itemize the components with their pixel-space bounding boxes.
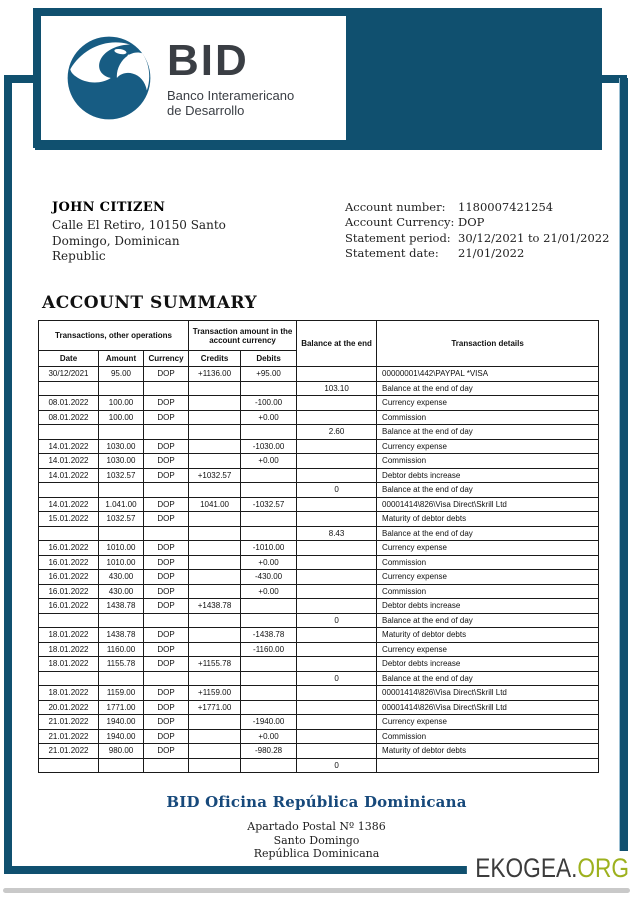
cell-date: 16.01.2022 (39, 584, 99, 599)
bottom-divider (3, 888, 630, 893)
customer-name: JOHN CITIZEN (52, 200, 166, 215)
cell-currency: DOP (144, 686, 189, 701)
cell-balance (297, 439, 377, 454)
cell-amount: 1010.00 (99, 555, 144, 570)
cell-details: Balance at the end of day (377, 483, 599, 498)
cell-credits (189, 758, 241, 773)
account-number-value: 1180007421254 (458, 200, 554, 214)
table-row (39, 468, 599, 483)
cell-currency (144, 613, 189, 628)
cell-date: 08.01.2022 (39, 396, 99, 411)
cell-balance (297, 541, 377, 556)
cell-amount: 95.00 (99, 367, 144, 382)
table-row (39, 497, 599, 512)
table-row (39, 628, 599, 643)
cell-amount: 1032.57 (99, 468, 144, 483)
cell-date (39, 483, 99, 498)
cell-balance (297, 686, 377, 701)
account-number-row (345, 200, 609, 215)
cell-details: Currency expense (377, 396, 599, 411)
cell-amount: 100.00 (99, 396, 144, 411)
frame-left-bar (4, 75, 12, 874)
cell-details: Debtor debts increase (377, 468, 599, 483)
cell-currency (144, 526, 189, 541)
cell-date (39, 613, 99, 628)
cell-amount (99, 671, 144, 686)
cell-currency: DOP (144, 584, 189, 599)
cell-amount: 1155.78 (99, 657, 144, 672)
table-row (39, 613, 599, 628)
cell-details: Commission (377, 410, 599, 425)
cell-debits (241, 468, 297, 483)
table-row (39, 671, 599, 686)
cell-currency: DOP (144, 454, 189, 469)
cell-date (39, 381, 99, 396)
ekogea-watermark (467, 851, 629, 885)
cell-amount: 1032.57 (99, 512, 144, 527)
cell-balance (297, 715, 377, 730)
cell-date: 21.01.2022 (39, 729, 99, 744)
cell-credits (189, 715, 241, 730)
bid-logo (33, 8, 354, 148)
cell-details: Maturity of debtor debts (377, 744, 599, 759)
cell-balance: 0 (297, 758, 377, 773)
cell-currency: DOP (144, 512, 189, 527)
header-details: Transaction details (377, 321, 599, 367)
cell-date (39, 758, 99, 773)
logo-subtitle: Banco Interamericano de Desarrollo (167, 87, 295, 118)
cell-details: 00001414\826\Visa Direct\Skrill Ltd (377, 686, 599, 701)
cell-credits (189, 512, 241, 527)
cell-credits (189, 483, 241, 498)
cell-details: Currency expense (377, 642, 599, 657)
cell-debits: +0.00 (241, 584, 297, 599)
cell-date (39, 526, 99, 541)
cell-credits: +1159.00 (189, 686, 241, 701)
cell-currency: DOP (144, 396, 189, 411)
cell-amount: 1030.00 (99, 454, 144, 469)
footer-address: Apartado Postal Nº 1386 Santo Domingo República Dominicana (247, 820, 386, 860)
cell-credits (189, 729, 241, 744)
cell-date: 21.01.2022 (39, 715, 99, 730)
header-debits: Debits (241, 351, 297, 367)
cell-date: 16.01.2022 (39, 541, 99, 556)
cell-amount: 430.00 (99, 570, 144, 585)
table-row (39, 758, 599, 773)
cell-balance (297, 599, 377, 614)
cell-balance (297, 555, 377, 570)
cell-date: 14.01.2022 (39, 454, 99, 469)
cell-amount: 430.00 (99, 584, 144, 599)
cell-debits (241, 512, 297, 527)
cell-amount (99, 758, 144, 773)
account-currency-row (345, 215, 609, 230)
cell-details: Commission (377, 729, 599, 744)
cell-credits (189, 396, 241, 411)
header-amount: Amount (99, 351, 144, 367)
table-row (39, 367, 599, 382)
cell-amount (99, 483, 144, 498)
cell-currency: DOP (144, 642, 189, 657)
cell-debits: +95.00 (241, 367, 297, 382)
header-transactions-group: Transactions, other operations (39, 321, 189, 351)
cell-credits (189, 744, 241, 759)
table-row (39, 700, 599, 715)
cell-date: 21.01.2022 (39, 744, 99, 759)
cell-currency: DOP (144, 715, 189, 730)
account-info (345, 200, 609, 261)
cell-credits: +1032.57 (189, 468, 241, 483)
watermark-text-dark: EKOGEA. (475, 853, 578, 883)
bid-globe-icon (65, 34, 153, 122)
cell-currency: DOP (144, 729, 189, 744)
cell-debits (241, 686, 297, 701)
cell-currency: DOP (144, 657, 189, 672)
cell-balance (297, 642, 377, 657)
account-currency-value: DOP (458, 215, 485, 230)
table-row (39, 744, 599, 759)
cell-balance (297, 628, 377, 643)
frame-right-bar (619, 78, 628, 874)
table-row (39, 729, 599, 744)
customer-block (52, 200, 282, 265)
cell-details: Balance at the end of day (377, 425, 599, 440)
cell-debits (241, 381, 297, 396)
cell-debits (241, 599, 297, 614)
cell-currency: DOP (144, 744, 189, 759)
cell-credits (189, 642, 241, 657)
cell-date: 14.01.2022 (39, 439, 99, 454)
cell-credits (189, 628, 241, 643)
cell-amount (99, 381, 144, 396)
cell-balance: 103.10 (297, 381, 377, 396)
cell-currency: DOP (144, 599, 189, 614)
watermark-text-accent: ORG (577, 853, 629, 883)
cell-date: 14.01.2022 (39, 468, 99, 483)
cell-credits (189, 439, 241, 454)
cell-credits (189, 381, 241, 396)
cell-debits (241, 700, 297, 715)
cell-credits (189, 541, 241, 556)
cell-debits (241, 526, 297, 541)
table-row (39, 439, 599, 454)
cell-credits (189, 454, 241, 469)
header-credits: Credits (189, 351, 241, 367)
cell-balance: 2.60 (297, 425, 377, 440)
account-number-label: Account number: (345, 200, 446, 214)
cell-details: Debtor debts increase (377, 599, 599, 614)
cell-debits: -1032.57 (241, 497, 297, 512)
cell-balance (297, 396, 377, 411)
cell-amount: 1159.00 (99, 686, 144, 701)
cell-currency (144, 381, 189, 396)
table-row (39, 584, 599, 599)
cell-date: 15.01.2022 (39, 512, 99, 527)
cell-amount: 1030.00 (99, 439, 144, 454)
table-row (39, 555, 599, 570)
cell-balance: 0 (297, 483, 377, 498)
cell-credits: +1438.78 (189, 599, 241, 614)
statement-date-value: 21/01/2022 (458, 245, 525, 260)
cell-credits (189, 526, 241, 541)
cell-details (377, 758, 599, 773)
cell-debits: +0.00 (241, 454, 297, 469)
cell-debits (241, 657, 297, 672)
statement-period-label: Statement period: (345, 230, 451, 245)
cell-amount (99, 526, 144, 541)
statement-period-value: 30/12/2021 to 21/01/2022 (458, 230, 610, 245)
footer-office-name: BID Oficina República Dominicana (166, 793, 467, 811)
cell-details: Debtor debts increase (377, 657, 599, 672)
cell-debits: +0.00 (241, 410, 297, 425)
cell-amount (99, 613, 144, 628)
cell-credits (189, 410, 241, 425)
cell-debits: -1940.00 (241, 715, 297, 730)
cell-currency: DOP (144, 497, 189, 512)
statement-date-label: Statement date: (345, 245, 439, 260)
cell-currency: DOP (144, 555, 189, 570)
statement-table (38, 320, 598, 773)
cell-amount: 1940.00 (99, 729, 144, 744)
cell-date: 16.01.2022 (39, 555, 99, 570)
cell-details: Maturity of debtor debts (377, 628, 599, 643)
cell-amount: 1010.00 (99, 541, 144, 556)
cell-currency (144, 483, 189, 498)
cell-details: 00000001\442\PAYPAL *VISA (377, 367, 599, 382)
table-row (39, 642, 599, 657)
table-row (39, 526, 599, 541)
table-row (39, 381, 599, 396)
cell-date: 30/12/2021 (39, 367, 99, 382)
cell-credits (189, 671, 241, 686)
cell-details: Commission (377, 454, 599, 469)
cell-balance: 0 (297, 613, 377, 628)
statement-date-row (345, 246, 609, 261)
cell-balance (297, 497, 377, 512)
cell-debits: +0.00 (241, 729, 297, 744)
cell-date (39, 671, 99, 686)
cell-balance (297, 584, 377, 599)
cell-debits: -980.28 (241, 744, 297, 759)
cell-details: Currency expense (377, 570, 599, 585)
cell-amount: 1438.78 (99, 628, 144, 643)
table-row (39, 483, 599, 498)
cell-balance (297, 454, 377, 469)
table-row (39, 410, 599, 425)
cell-credits (189, 425, 241, 440)
cell-currency: DOP (144, 367, 189, 382)
cell-currency (144, 425, 189, 440)
table-row (39, 396, 599, 411)
cell-credits: +1136.00 (189, 367, 241, 382)
cell-balance (297, 700, 377, 715)
header-amount-group: Transaction amount in the account currency (189, 321, 297, 351)
cell-debits: -1010.00 (241, 541, 297, 556)
cell-details: Balance at the end of day (377, 381, 599, 396)
cell-date: 16.01.2022 (39, 570, 99, 585)
logo-wordmark: BID (167, 35, 249, 85)
cell-date: 16.01.2022 (39, 599, 99, 614)
customer-address: Calle El Retiro, 10150 Santo Domingo, Dominican Republic (52, 218, 226, 263)
cell-credits (189, 570, 241, 585)
cell-details: Commission (377, 584, 599, 599)
cell-amount (99, 425, 144, 440)
cell-date (39, 425, 99, 440)
cell-currency (144, 758, 189, 773)
account-currency-label: Account Currency: (345, 215, 455, 230)
cell-date: 20.01.2022 (39, 700, 99, 715)
cell-debits (241, 671, 297, 686)
cell-amount: 1.041.00 (99, 497, 144, 512)
page-title: ACCOUNT SUMMARY (42, 293, 258, 313)
cell-date: 14.01.2022 (39, 497, 99, 512)
cell-credits: +1771.00 (189, 700, 241, 715)
cell-currency: DOP (144, 468, 189, 483)
cell-details: 00001414\826\Visa Direct\Skrill Ltd (377, 497, 599, 512)
table-row (39, 657, 599, 672)
statement-table-body (39, 367, 599, 773)
cell-debits (241, 613, 297, 628)
header-currency: Currency (144, 351, 189, 367)
cell-amount: 980.00 (99, 744, 144, 759)
cell-credits: 1041.00 (189, 497, 241, 512)
cell-balance (297, 744, 377, 759)
cell-credits (189, 613, 241, 628)
cell-balance: 0 (297, 671, 377, 686)
cell-date: 18.01.2022 (39, 628, 99, 643)
cell-date: 08.01.2022 (39, 410, 99, 425)
table-header (39, 321, 599, 367)
header-balance: Balance at the end (297, 321, 377, 367)
table-row (39, 512, 599, 527)
cell-balance (297, 367, 377, 382)
header-date: Date (39, 351, 99, 367)
cell-currency: DOP (144, 541, 189, 556)
cell-details: Balance at the end of day (377, 526, 599, 541)
cell-debits: -430.00 (241, 570, 297, 585)
cell-amount: 1438.78 (99, 599, 144, 614)
cell-amount: 1771.00 (99, 700, 144, 715)
cell-balance (297, 729, 377, 744)
cell-currency: DOP (144, 570, 189, 585)
table-row (39, 570, 599, 585)
cell-details: 00001414\826\Visa Direct\Skrill Ltd (377, 700, 599, 715)
table-row (39, 686, 599, 701)
cell-debits: -1438.78 (241, 628, 297, 643)
cell-debits: +0.00 (241, 555, 297, 570)
cell-debits: -100.00 (241, 396, 297, 411)
cell-details: Maturity of debtor debts (377, 512, 599, 527)
cell-balance (297, 410, 377, 425)
cell-details: Currency expense (377, 541, 599, 556)
cell-date: 18.01.2022 (39, 686, 99, 701)
cell-details: Currency expense (377, 715, 599, 730)
cell-details: Commission (377, 555, 599, 570)
cell-amount: 1940.00 (99, 715, 144, 730)
cell-details: Currency expense (377, 439, 599, 454)
cell-details: Balance at the end of day (377, 671, 599, 686)
table-row (39, 715, 599, 730)
cell-currency: DOP (144, 700, 189, 715)
cell-debits (241, 425, 297, 440)
cell-balance (297, 468, 377, 483)
cell-balance: 8.43 (297, 526, 377, 541)
cell-debits (241, 758, 297, 773)
cell-currency: DOP (144, 410, 189, 425)
table-row (39, 541, 599, 556)
cell-amount: 100.00 (99, 410, 144, 425)
table-row (39, 454, 599, 469)
table-row (39, 425, 599, 440)
cell-date: 18.01.2022 (39, 657, 99, 672)
cell-debits (241, 483, 297, 498)
cell-balance (297, 570, 377, 585)
cell-currency (144, 671, 189, 686)
cell-debits: -1160.00 (241, 642, 297, 657)
cell-balance (297, 512, 377, 527)
cell-credits: +1155.78 (189, 657, 241, 672)
cell-balance (297, 657, 377, 672)
cell-details: Balance at the end of day (377, 613, 599, 628)
cell-credits (189, 584, 241, 599)
cell-currency: DOP (144, 628, 189, 643)
table-row (39, 599, 599, 614)
cell-debits: -1030.00 (241, 439, 297, 454)
cell-currency: DOP (144, 439, 189, 454)
cell-amount: 1160.00 (99, 642, 144, 657)
cell-date: 18.01.2022 (39, 642, 99, 657)
cell-credits (189, 555, 241, 570)
statement-period-row (345, 231, 609, 246)
